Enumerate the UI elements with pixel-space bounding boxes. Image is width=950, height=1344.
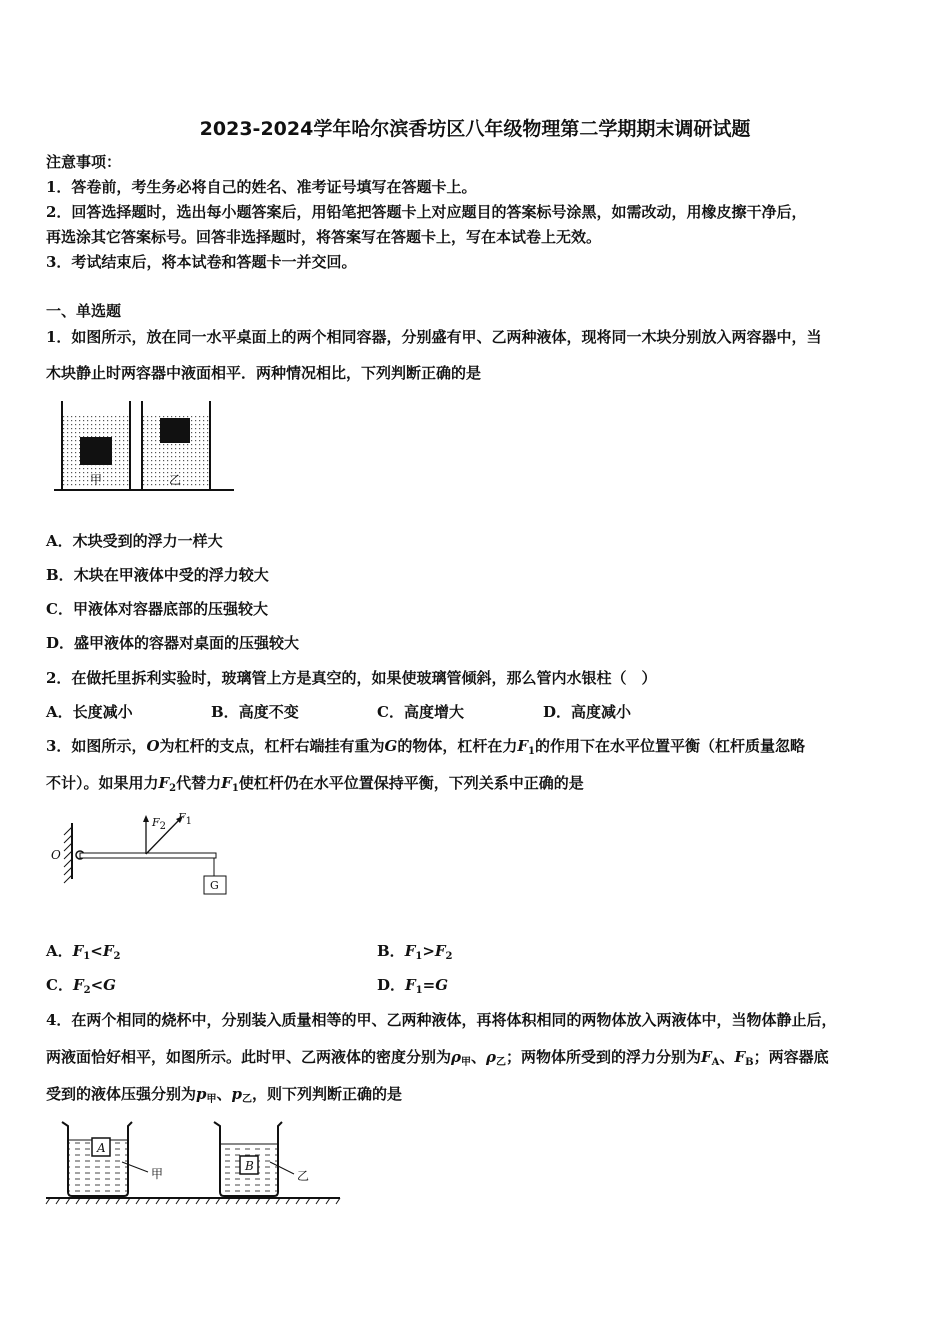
q2-stem: 2．在做托里拆利实验时，玻璃管上方是真空的，如果使玻璃管倾斜，那么管内水银柱（ ） xyxy=(46,669,657,687)
q1-fig-label-yi: 乙 xyxy=(169,473,182,487)
notice-item-2: 2．回答选择题时，选出每小题答案后，用铅笔把答题卡上对应题目的答案标号涂黑，如需改动，用橡皮擦干净后， xyxy=(46,203,807,221)
notice-item-3: 3．考试结束后，将本试卷和答题卡一并交回。 xyxy=(46,253,357,271)
q4-fig-label-jia: 甲 xyxy=(151,1167,164,1181)
notice-item-1: 1．答卷前，考生务必将自己的姓名、准考证号填写在答题卡上。 xyxy=(46,178,477,196)
q4-figure-beakers xyxy=(44,1116,344,1206)
q4-fig-label-yi: 乙 xyxy=(297,1169,310,1183)
q2-option-c: C．高度增大 xyxy=(377,703,464,721)
section-heading: 一、单选题 xyxy=(46,302,122,320)
q3-option-d: D．$F_1=G$ xyxy=(377,976,449,996)
q1-fig-label-jia: 甲 xyxy=(90,473,103,487)
q3-stem-line1: 3．如图所示，O为杠杆的支点，杠杆右端挂有重为G的物体，杠杆在力$F_1$的作用下在水平位置平衡（杠杆质量忽略 xyxy=(46,737,806,757)
q2-option-a: A．长度减小 xyxy=(46,703,133,721)
q2-option-b: B．高度不变 xyxy=(211,703,299,721)
q4-fig-label-a: A xyxy=(97,1141,106,1155)
q3-option-a: A．$F_1<F_2$ xyxy=(46,942,121,962)
q1-option-b: B．木块在甲液体中受的浮力较大 xyxy=(46,566,269,584)
q2-option-d: D．高度减小 xyxy=(543,703,632,721)
q1-option-d: D．盛甲液体的容器对桌面的压强较大 xyxy=(46,634,300,652)
q4-stem-line1: 4．在两个相同的烧杯中，分别装入质量相等的甲、乙两种液体，再将体积相同的两物体放入两液体中，当物体静止后， xyxy=(46,1011,837,1029)
q3-fig-label-g: G xyxy=(210,879,219,892)
q1-option-c: C．甲液体对容器底部的压强较大 xyxy=(46,600,268,618)
q3-fig-label-f1: $F_1$ xyxy=(178,811,193,827)
notice-heading: 注意事项： xyxy=(46,153,122,171)
q4-stem-line3: 受到的液体压强分别为$p_甲$、$p_乙$，则下列判断正确的是 xyxy=(46,1085,403,1105)
page-title: 2023-2024学年哈尔滨香坊区八年级物理第二学期期末调研试题 xyxy=(199,118,751,140)
q1-stem-line1: 1．如图所示，放在同一水平桌面上的两个相同容器，分别盛有甲、乙两种液体，现将同一木块分别放入两容器中，当 xyxy=(46,328,822,346)
q3-option-c: C．$F_2<G$ xyxy=(46,976,116,996)
q4-stem-line2: 两液面恰好相平，如图所示。此时甲、乙两液体的密度分别为$\rho_甲$、$\rho_乙$；两物体所受到的浮力分别为$F_A$、$F_B$；两容器底 xyxy=(46,1048,829,1068)
q3-fig-label-f2: $F_2$ xyxy=(152,816,167,832)
q1-option-a: A．木块受到的浮力一样大 xyxy=(46,532,223,550)
q4-fig-label-b: B xyxy=(245,1159,254,1173)
notice-item-2-cont: 再选涂其它答案标号。回答非选择题时，将答案写在答题卡上，写在本试卷上无效。 xyxy=(46,228,602,246)
q1-stem-line2: 木块静止时两容器中液面相平．两种情况相比，下列判断正确的是 xyxy=(46,364,482,382)
q3-option-b: B．$F_1>F_2$ xyxy=(377,942,453,962)
q3-stem-line2: 不计）。如果用力$F_2$代替力$F_1$使杠杆仍在水平位置保持平衡，下列关系中正确的是 xyxy=(46,774,584,794)
q3-fig-label-o: O xyxy=(51,848,61,862)
q1-figure-containers xyxy=(50,395,240,505)
